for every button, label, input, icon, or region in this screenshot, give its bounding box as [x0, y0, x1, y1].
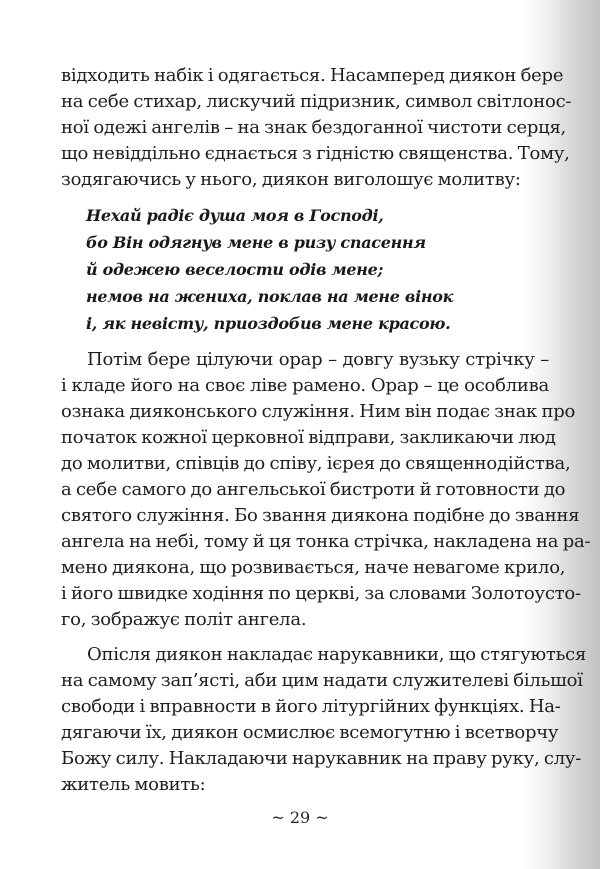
paragraph-1-line-3: ної одежі ангелів – на знак бездоганної чистоти серця, — [61, 117, 567, 138]
paragraph-1 — [61, 63, 572, 193]
paragraph-3 — [61, 642, 587, 798]
paragraph-2-line-5: до молитви, співців до співу, ієрея до священнодійства, — [61, 453, 571, 474]
paragraph-3-line-5: Божу силу. Накладаючи нарукавник на праву руку, слу- — [61, 748, 582, 769]
paragraph-2-line-3: ознака дияконського служіння. Ним він подає знак про — [61, 401, 576, 422]
paragraph-1-line-1: відходить набік і одягається. Насамперед диякон бере — [61, 65, 564, 86]
verse-line-5: і, як невісту, приоздобив мене красою. — [86, 314, 451, 333]
paragraph-2-line-9: мено диякона, що розвивається, наче невагоме крило, — [61, 557, 566, 578]
paragraph-3-line-4: дягаючи їх, диякон осмислює всемогутню і всетворчу — [61, 722, 559, 743]
paragraph-3-line-1: Опісля диякон накладає нарукавники, що стягуються — [87, 644, 587, 665]
paragraph-3-line-2: на самому зап’ясті, аби цим надати служителеві більшої — [61, 670, 583, 691]
verse-line-4: немов на жениха, поклав на мене вінок — [86, 287, 454, 306]
paragraph-2 — [61, 347, 591, 633]
paragraph-2-line-1: Потім бере цілуючи орар – довгу вузьку стрічку – — [87, 349, 549, 370]
paragraph-2-line-4: початок кожної церковної відправи, закликаючи люд — [61, 427, 556, 448]
paragraph-3-line-6: житель мовить: — [61, 774, 206, 795]
paragraph-2-line-8: ангела на небі, тому й ця тонка стрічка, накладена на ра- — [61, 531, 591, 552]
paragraph-2-line-6: а себе самого до ангельської бистроти й готовности до — [61, 479, 566, 500]
verse-line-1: Нехай радіє душа моя в Господі, — [86, 206, 384, 225]
prayer-verse — [86, 202, 526, 337]
paragraph-2-line-11: го, зображує політ ангела. — [61, 609, 307, 630]
paragraph-1-line-2: на себе стихар, лискучий підризник, символ світлонос- — [61, 91, 572, 112]
paragraph-1-line-4: що невіддільно єднається з гідністю священства. Тому, — [61, 143, 570, 164]
verse-line-2: бо Він одягнув мене в ризу спасення — [86, 233, 426, 252]
paragraph-3-line-3: свободи і вправности в його літургійних функціях. На- — [61, 696, 561, 717]
paragraph-2-line-7: святого служіння. Бо звання диякона подібне до звання — [61, 505, 580, 526]
verse-line-3: й одежею веселости одів мене; — [86, 260, 384, 279]
paragraph-1-line-5: зодягаючись у нього, диякон виголошує молитву: — [61, 169, 521, 190]
paragraph-2-line-2: і кладе його на своє ліве рамено. Орар – це особлива — [61, 375, 549, 396]
page-number: ~ 29 ~ — [271, 808, 329, 827]
paragraph-2-line-10: і його швидке ходіння по церкві, за словами Золотоусто- — [61, 583, 581, 604]
